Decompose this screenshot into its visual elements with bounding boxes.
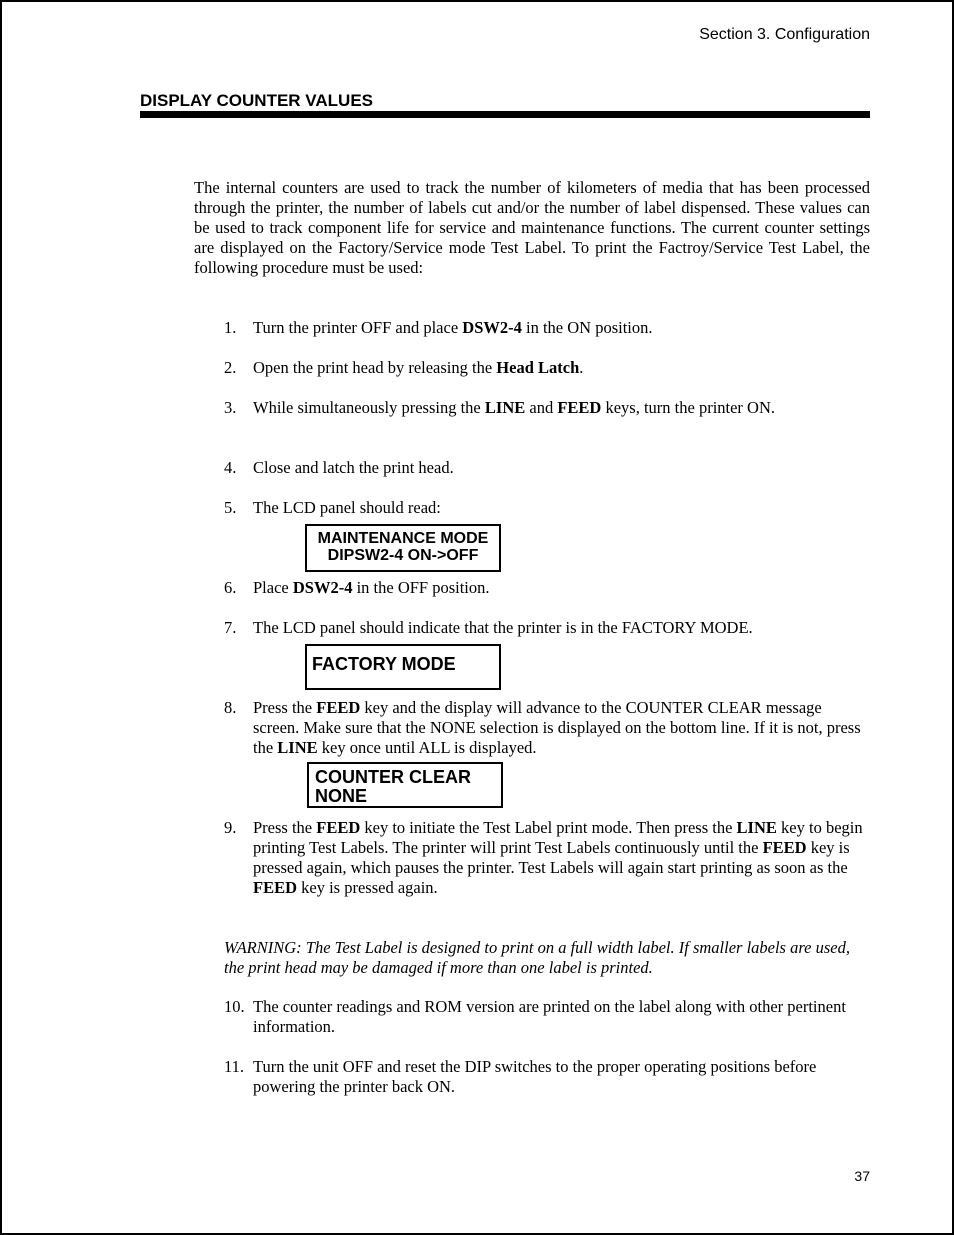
step-2: 2. Open the print head by releasing the Head Latch. [224,358,584,377]
step-3: 3. While simultaneously pressing the LINE and FEED keys, turn the printer ON. [224,398,776,417]
step-number: 1. [224,318,237,337]
lcd-factory-mode: FACTORY MODE [305,644,501,690]
step-7: 7. The LCD panel should indicate that the printer is in the FACTORY MODE. [224,618,753,637]
step-number: 9. [224,818,237,837]
key-name: LINE [736,818,777,837]
key-name: LINE [277,738,318,757]
warning-note: WARNING: The Test Label is designed to print on a full width label. If smaller labels are used, the print head may be damaged if more than one label is printed. [224,938,850,977]
part-name: Head Latch [496,358,580,377]
title-rule [140,111,870,118]
key-name: FEED [557,398,602,417]
step-number: 2. [224,358,237,377]
step-number: 6. [224,578,237,597]
step-1: 1. Turn the printer OFF and place DSW2-4 in the ON position. [224,318,653,337]
step-10: 10. The counter readings and ROM version are printed on the label along with other pertinent information. [224,997,846,1036]
key-name: LINE [484,398,526,417]
section-title: DISPLAY COUNTER VALUES [140,91,374,110]
step-number: 11. [224,1057,245,1076]
step-4: 4. Close and latch the print head. [224,458,454,477]
step-number: 10. [224,997,245,1016]
running-header: Section 3. Configuration [699,26,870,43]
step-9: 9. Press the FEED key to initiate the Test Label print mode. Then press the LINE key to begin printing Test Labels. The printer will print Test Labels continuously until the FEED key is pressed again, which pauses the printer. Test Labels will again start printing as soon as the FEED key is pressed again. [224,818,863,897]
intro-paragraph: The internal counters are used to track the number of kilometers of media that has been processed through the printer, the number of labels cut and/or the number of label dispensed. These values can be used to track component life for service and maintenance functions. The current counter settings are displayed on the Factory/Service mode Test Label. To print the Factroy/Service Test Label, the following procedure must be used: [194,178,870,277]
step-number: 8. [224,698,237,717]
step-8: 8. Press the FEED key and the display will advance to the COUNTER CLEAR message screen. Make sure that the NONE selection is displayed on the bottom line. If it is not, press the LINE key once until ALL is displayed. [224,698,861,757]
page-number: 37 [854,1168,870,1184]
lcd-counter-clear: COUNTER CLEAR NONE [307,762,503,808]
step-11: 11. Turn the unit OFF and reset the DIP switches to the proper operating positions before powering the printer back ON. [224,1057,817,1096]
key-name: FEED [316,698,361,717]
step-number: 4. [224,458,237,477]
key-name: FEED [253,878,298,897]
switch-name: DSW2-4 [292,578,353,597]
key-name: FEED [762,838,807,857]
step-5: 5. The LCD panel should read: [224,498,441,517]
switch-name: DSW2-4 [462,318,522,337]
step-number: 5. [224,498,237,517]
key-name: FEED [316,818,361,837]
step-number: 3. [224,398,237,417]
step-6: 6. Place DSW2-4 in the OFF position. [224,578,490,597]
step-number: 7. [224,618,237,637]
lcd-maintenance-mode: MAINTENANCE MODE DIPSW2-4 ON->OFF [305,524,501,572]
